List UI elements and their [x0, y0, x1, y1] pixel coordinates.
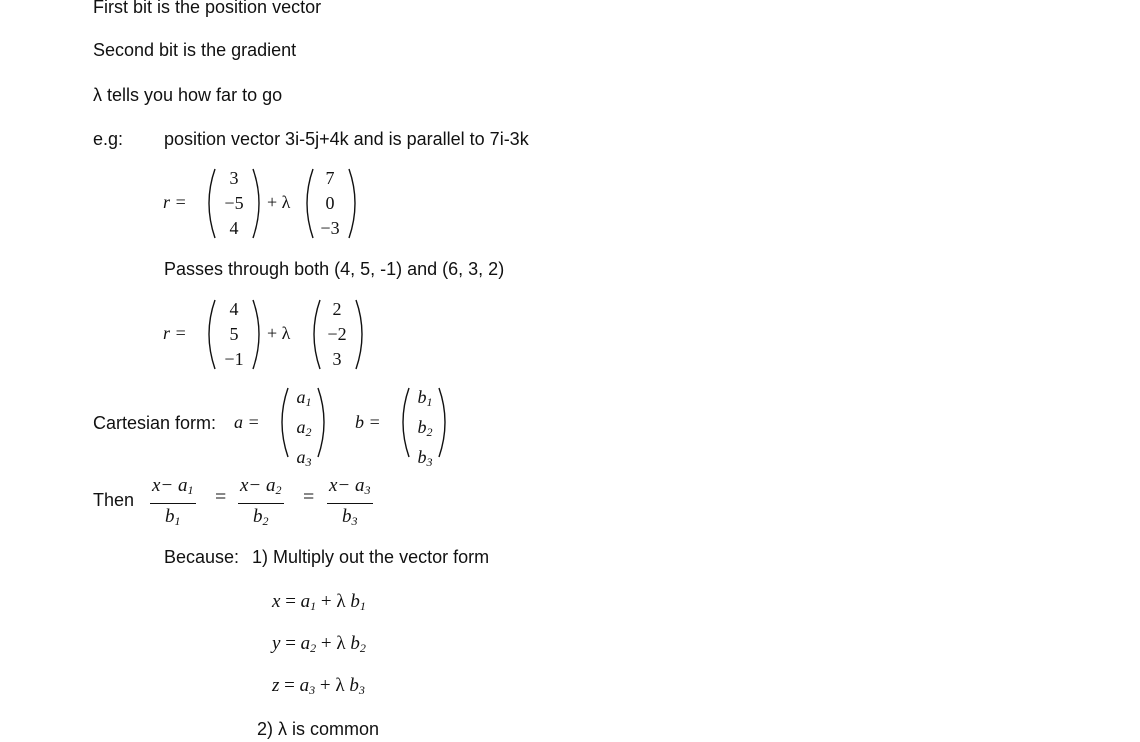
vector-entry: $a_2$	[296, 417, 312, 439]
equals-sign: =	[303, 486, 315, 508]
cartesian-a-vector	[290, 385, 318, 475]
example1-position-vector	[220, 166, 248, 241]
fraction-3	[327, 475, 373, 534]
example-label: e.g:	[93, 129, 124, 149]
vector-entry: $b_2$	[417, 417, 433, 439]
equation-y: $y = a_2 + \lambda$ $b_2$	[272, 633, 366, 655]
fraction-denominator: $b_2$	[253, 506, 269, 528]
cartesian-b-vector	[411, 385, 439, 475]
vector-entry: $b_3$	[417, 447, 433, 469]
vector-entry: −1	[224, 349, 244, 369]
fraction-1	[150, 475, 196, 534]
vector-entry: $a_1$	[296, 387, 312, 409]
fraction-denominator: $b_3$	[342, 506, 358, 528]
vector-entry: 3	[229, 168, 239, 188]
vector-entry: 3	[332, 349, 342, 369]
then-label: Then	[93, 490, 135, 510]
equation-z: $z = a_3 + \lambda$ $b_3$	[272, 675, 365, 697]
note-gradient: Second bit is the gradient	[93, 40, 297, 60]
example-description: position vector 3i-5j+4k and is parallel to 7i-3k	[164, 129, 529, 149]
cartesian-b-label: b =	[355, 412, 381, 432]
vector-entry: 4	[229, 299, 239, 319]
example2-position-vector	[220, 297, 248, 372]
example1-plus-lambda: + λ	[267, 192, 291, 212]
vector-entry: −2	[327, 324, 347, 344]
vector-entry: 7	[325, 168, 335, 188]
vector-entry: $a_3$	[296, 447, 312, 469]
example2-direction-vector	[322, 297, 352, 372]
vector-entry: 2	[332, 299, 342, 319]
equals-sign: =	[215, 486, 227, 508]
fraction-2	[238, 475, 284, 534]
example2-r-label: r =	[163, 323, 187, 343]
because-point-2: 2) λ is common	[257, 719, 380, 739]
example1-r-label: r =	[163, 192, 187, 212]
vector-entry: 5	[229, 324, 239, 344]
note-lambda: λ tells you how far to go	[93, 85, 283, 105]
vector-entry: $b_1$	[417, 387, 433, 409]
vector-entry: −5	[224, 193, 244, 213]
equation-x: $x = a_1 + \lambda$ $b_1$	[272, 591, 366, 613]
example2-description: Passes through both (4, 5, -1) and (6, 3, 2)	[164, 259, 505, 279]
example1-direction-vector	[315, 166, 345, 241]
vector-entry: 4	[229, 218, 239, 238]
example2-plus-lambda: + λ	[267, 323, 291, 343]
vector-entry: 0	[325, 193, 335, 213]
note-position-vector: First bit is the position vector	[93, 0, 322, 17]
fraction-numerator: $x- a_3$	[327, 475, 373, 504]
cartesian-a-label: a =	[234, 412, 260, 432]
fraction-numerator: $x- a_2$	[238, 475, 284, 504]
fraction-numerator: $x- a_1$	[150, 475, 196, 504]
because-point-1: 1) Multiply out the vector form	[252, 547, 490, 567]
vector-entry: −3	[320, 218, 340, 238]
because-label: Because:	[164, 547, 240, 567]
fraction-denominator: $b_1$	[165, 506, 181, 528]
cartesian-label: Cartesian form:	[93, 413, 217, 433]
